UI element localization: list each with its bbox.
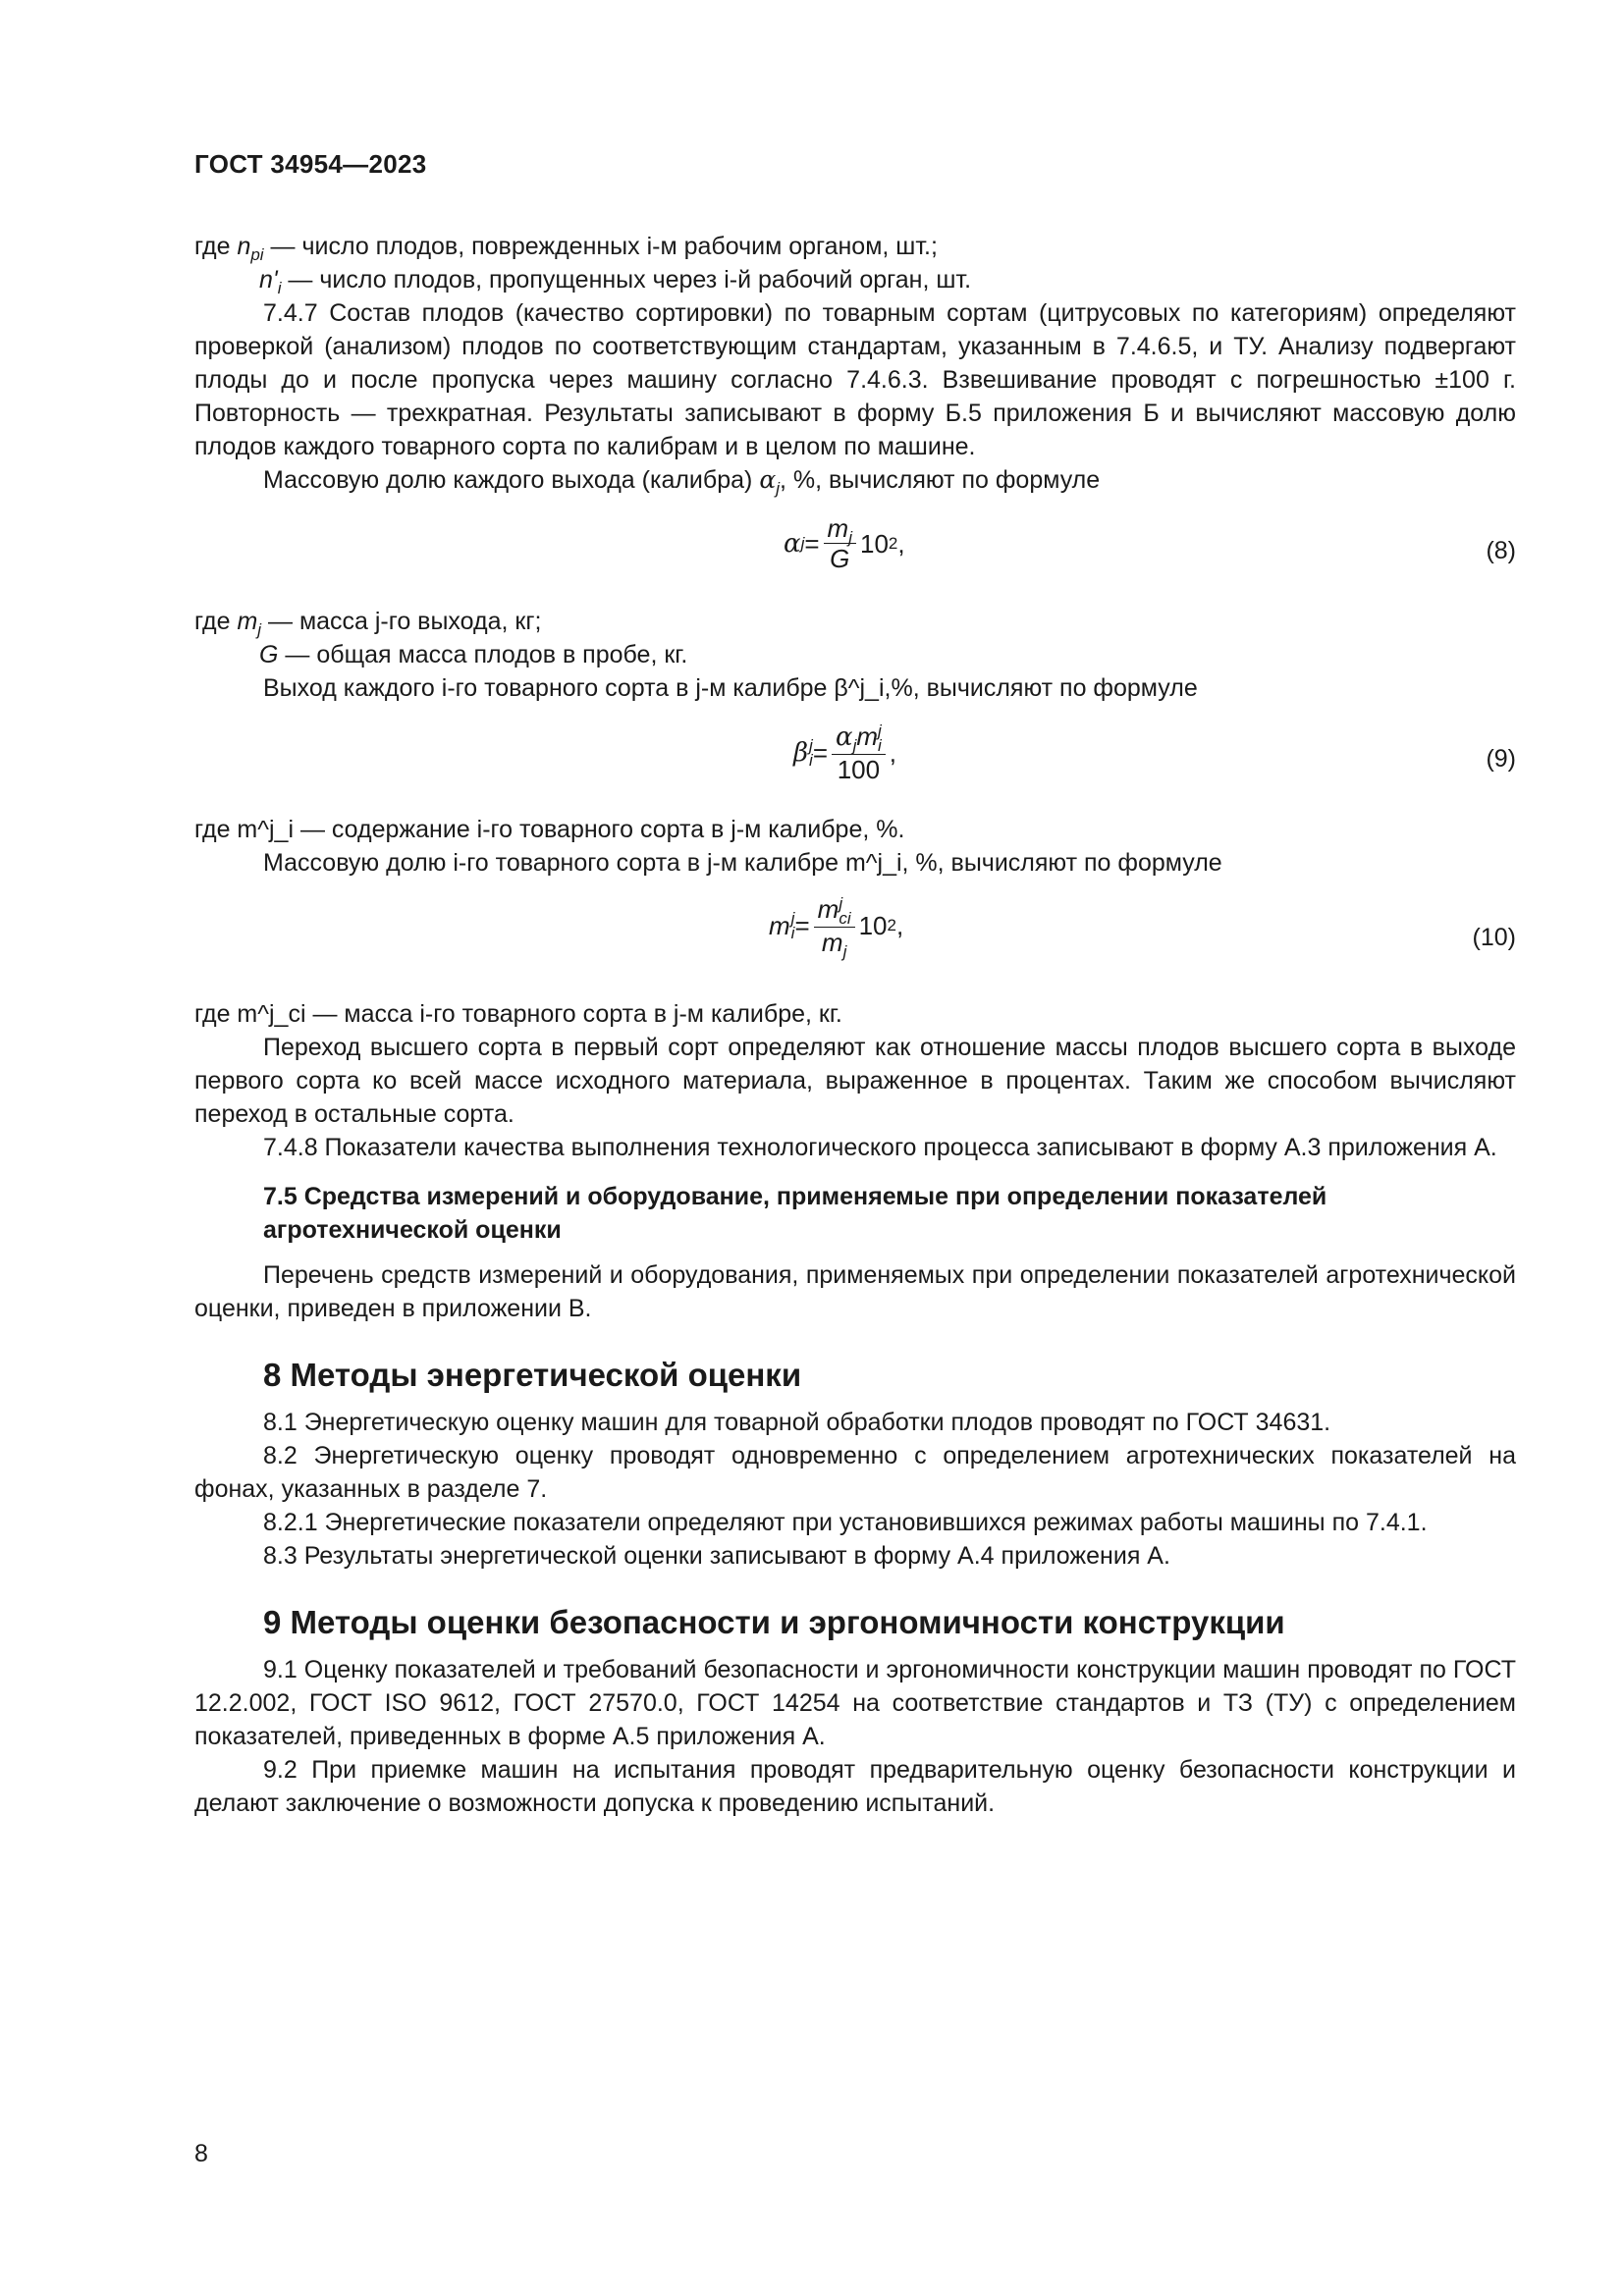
paragraph-8-2-1: 8.2.1 Энергетические показатели определяют при установившихся режимах работы машины по 7.4.1. [263,1509,1428,1536]
paragraph-9-2: 9.2 При приемке машин на испытания проводят предварительную оценку безопасности конструкции и делают заключение о возможности допуска к проведению испытаний. [194,1756,1516,1817]
fraction-8: $\frac{m_j}{G}$ [824,514,856,572]
paragraph-8-3: 8.3 Результаты энергетической оценки записывают в форму А.4 приложения А. [263,1542,1170,1570]
equation-8 [194,497,1516,605]
where-line-g: G — общая масса плодов в пробе, кг. [259,641,688,668]
page-number: 8 [194,2140,208,2167]
where-line-ni: $n'_i$ — число плодов, пропущенных через i-й рабочий орган, шт. [259,266,972,297]
beta-intro: Выход каждого i-го товарного сорта в j-м калибре β^j_i,%, вычисляют по формуле [263,674,1198,702]
where-line-mji: где m^j_i — содержание i-го товарного сорта в j-м калибре, %. [194,816,905,843]
m-fraction-intro: Массовую долю i-го товарного сорта в j-м калибре m^j_i, %, вычисляют по формуле [263,849,1222,877]
section-7-5-title: 7.5 Средства измерений и оборудование, применяемые при определении показателей агротехнической оценки [263,1183,1327,1244]
mass-fraction-intro: Массовую долю каждого выхода (калибра) $\alpha_j$, %, вычисляют по формуле [263,465,1101,498]
equation-number-9: (9) [1486,745,1516,773]
where-line-npi: где $n_{pi}$ — число плодов, поврежденных i-м рабочим органом, шт.; [194,233,938,264]
section-9-title: 9 Методы оценки безопасности и эргономичности конструкции [263,1604,1285,1640]
equation-9 [194,705,1516,813]
section-7-5-text: Перечень средств измерений и оборудования, применяемых при определении показателей агротехнической оценки, приведен в приложении В. [194,1261,1516,1322]
paragraph-8-1: 8.1 Энергетическую оценку машин для товарной обработки плодов проводят по ГОСТ 34631. [263,1409,1331,1436]
paragraph-9-1: 9.1 Оценку показателей и требований безопасности и эргономичности конструкции машин проводят по ГОСТ 12.2.002, ГОСТ ISO 9612, ГОСТ 27570.0, ГОСТ 14254 на соответствие стандартов и ТЗ (ТУ) с определением показателей, приведенных в форме А.5 приложения А. [194,1656,1516,1750]
equation-number-8: (8) [1486,537,1516,564]
where-line-mjci: где m^j_ci — масса i-го товарного сорта в j-м калибре, кг. [194,1000,842,1028]
fraction-9: $\alpha_jm$ j i 100 [832,722,886,783]
section-8-title: 8 Методы энергетической оценки [263,1357,802,1393]
page-body [194,230,1516,1820]
document-header: ГОСТ 34954—2023 [194,149,427,179]
paragraph-transition: Переход высшего сорта в первый сорт определяют как отношение массы плодов высшего сорта в выходе первого сорта ко всей массе исходного материала, выраженное в процентах. Таким же способом вычисляют переход в остальные сорта. [194,1034,1516,1128]
formula-10: m j i = m j ci $m_j$ 10 2 , [769,894,904,962]
paragraph-7-4-7: 7.4.7 Состав плодов (качество сортировки) по товарным сортам (цитрусовых по категориям) определяют проверкой (анализом) плодов по соответствующим стандартам, указанным в 7.4.6.5, и ТУ. Анализу подвергают плоды до и после пропуска через машину согласно 7.4.6.3. Взвешивание проводят с погрешностью ±100 г. Повторность — трехкратная. Результаты записывают в форму Б.5 приложения Б и вычисляют массовую долю плодов каждого товарного сорта по калибрам и в целом по машине. [194,299,1516,460]
equation-10 [194,880,1516,997]
where-line-mj: где $m_j$ — масса j-го выхода, кг; [194,608,542,639]
equation-number-10: (10) [1472,924,1516,951]
fraction-10: m j ci $m_j$ [814,895,855,956]
paragraph-7-4-8: 7.4.8 Показатели качества выполнения технологического процесса записывают в форму А.3 приложения А. [263,1134,1497,1161]
paragraph-8-2: 8.2 Энергетическую оценку проводят одновременно с определением агротехнических показателей на фонах, указанных в разделе 7. [194,1442,1516,1503]
formula-9: β j i = $\alpha_jm$ j i 100 , [793,721,897,785]
formula-8: α j = $\frac{m_j}{G}$ 10 2 , [784,513,905,573]
